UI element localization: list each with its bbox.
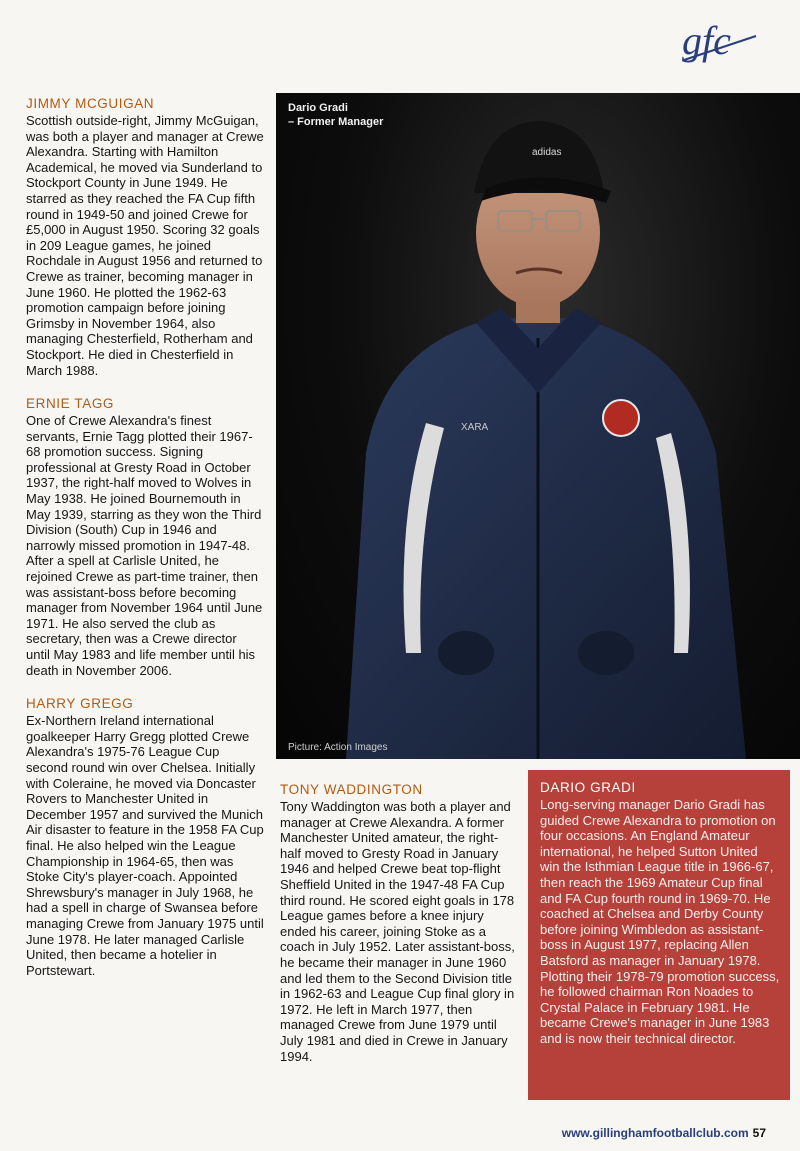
body-ernie-tagg: One of Crewe Alexandra's finest servants, Ernie Tagg plotted their 1967-68 promotion success. Signing professional at Gresty Road in October 1937, the right-half moved to Wolves in May 1938. He joined Bournemouth in May 1939, starring as they won the Third Division (South) Cup in 1946 and narrowly missed promotion in 1947-48. After a spell at Carlisle United, he rejoined Crewe as part-time trainer, then was assistant-boss before becoming manager from November 1964 until June 1971. He also served the club as secretary, then was a Crewe director until May 1983 and life member until his death in November 2006. [26,413,263,678]
body-tony-waddington: Tony Waddington was both a player and manager at Crewe Alexandra. A former Manchester United amateur, the right-half moved to Gresty Road in January 1946 and helped Crewe beat top-flight Sheffield United in the 1947-48 FA Cup third round. He scored eight goals in 178 League games before a knee injury ended his career, joining Stoke as a coach in July 1952. Later assistant-boss, he became their manager in June 1960 and led them to the Second Division title in 1962-63 and League Cup final glory in 1972. He left in March 1977, then managed Crewe from June 1979 until July 1981 and died in Crewe in January 1994. [280,799,515,1064]
body-dario-gradi: Long-serving manager Dario Gradi has guided Crewe Alexandra to promotion on four occasions. An England Amateur international, he helped Sutton United win the Isthmian League title in 1966-67, then reach the 1969 Amateur Cup final and FA Cup fourth round in 1969-70. He coached at Chelsea and Derby County before joining Wimbledon as assistant-boss in August 1977, replacing Allen Batsford as manager in January 1978. Plotting their 1978-79 promotion success, he followed chairman Ron Noades to Crystal Palace in February 1981. He became Crewe's manager in June 1983 and is now their technical director. [540,797,780,1046]
page-footer [562,1126,766,1140]
photo-coat-brand: XARA [461,422,489,433]
article-harry-gregg [26,696,264,978]
body-jimmy-mcguigan: Scottish outside-right, Jimmy McGuigan, was both a player and manager at Crewe Alexandra. Starting with Hamilton Academical, he moved via Sunderland to Stockport County in June 1949. He starred as they reached the FA Cup fifth round in 1949-50 and joined Crewe for £5,000 in August 1950. Scoring 32 goals in 209 League games, he joined Rochdale in August 1956 and returned to Crewe as trainer, becoming manager in June 1960. He plotted the 1962-63 promotion campaign before joining Grimsby in November 1964, also managing Chesterfield, Rotherham and Stockport. He died in Chesterfield in March 1988. [26,113,264,378]
article-ernie-tagg [26,396,264,678]
heading-tony-waddington: TONY WADDINGTON [280,782,423,797]
photo-caption-role: – Former Manager [288,116,384,128]
photo-caption-name: Dario Gradi [288,102,348,114]
heading-dario-gradi: DARIO GRADI [540,780,636,795]
heading-ernie-tagg: ERNIE TAGG [26,396,115,412]
logo-text: gfc [682,18,731,63]
body-harry-gregg: Ex-Northern Ireland international goalkeeper Harry Gregg plotted Crewe Alexandra's 1975-76 League Cup second round win over Chelsea. Initially with Coleraine, he moved via Doncaster Rovers to Manchester United in December 1957 and survived the Munich Air disaster to feature in the 1958 FA Cup final. He also helped win the League Championship in 1964-65, then was Stoke City's player-coach. Appointed Shrewsbury's manager in July 1968, he had a spell in charge of Swansea before managing Crewe from January 1975 until June 1978. He later managed Carlisle United, then became a hotelier in Portstewart. [26,713,264,978]
photo-dario-gradi [276,93,800,759]
heading-harry-gregg: HARRY GREGG [26,696,134,712]
photo-caption [288,101,383,129]
photo-illustration [276,93,800,759]
photo-cap-brand: adidas [532,147,562,158]
article-jimmy-mcguigan [26,96,264,378]
left-column [26,96,264,996]
photo-credit: Picture: Action Images [288,742,388,753]
page-number: 57 [752,1126,766,1140]
footer-url[interactable]: www.gillinghamfootballclub.com [561,1126,749,1140]
article-dario-gradi [528,770,790,1100]
heading-jimmy-mcguigan: JIMMY MCGUIGAN [26,96,155,111]
article-tony-waddington [280,782,518,1064]
gfc-logo [680,16,760,68]
